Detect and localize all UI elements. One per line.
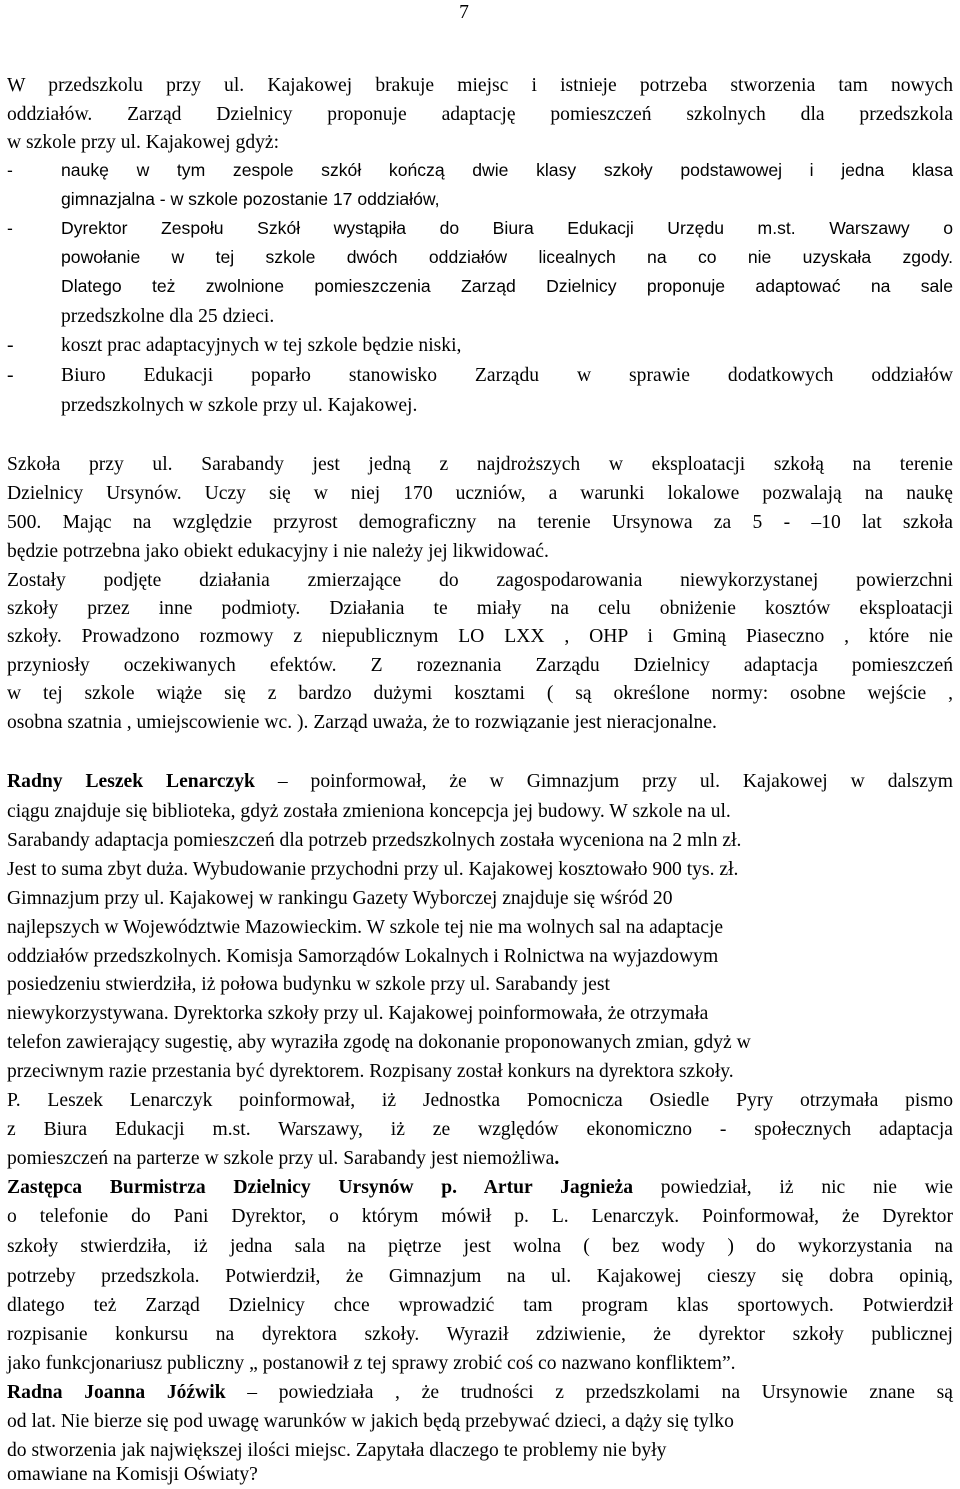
text-line: Zastępca Burmistrza Dzielnicy Ursynów p. Artur Jagnieża powiedział, iż nic nie wie — [7, 1177, 953, 1198]
bullet-dash: - — [7, 160, 13, 180]
text-line: Zostały podjęte działania zmierzające do zagospodarowania niewykorzystanej powierzchni — [7, 570, 953, 591]
text-line: potrzeby przedszkola. Potwierdził, że Gimnazjum na ul. Kajakowej cieszy się dobra opinią, — [7, 1266, 953, 1287]
list-item-text: Biuro Edukacji poparło stanowisko Zarządu w sprawie dodatkowych oddziałów — [61, 365, 953, 386]
text-line: Sarabandy adaptacja pomieszczeń dla potrzeb przedszkolnych została wyceniona na 2 mln zł. — [7, 830, 742, 851]
text-line: Dzielnicy Ursynów. Uczy się w niej 170 uczniów, a warunki lokalowe pozwalają na naukę — [7, 483, 953, 504]
text-line: od lat. Nie bierze się pod uwagę warunków w jakich będą przebywać dzieci, a dąży się tylko — [7, 1411, 734, 1432]
speaker-name: Radna Joanna Jóźwik — [7, 1382, 226, 1403]
text-line: oddziałów przedszkolnych. Komisja Samorządów Lokalnych i Rolnictwa na wyjazdowym — [7, 946, 719, 967]
text-line: szkoły stwierdziła, iż jedna sala na piętrze jest wolna ( bez wody ) do wykorzystania na — [7, 1236, 953, 1257]
text-line: w szkole przy ul. Kajakowej gdyż: — [7, 132, 280, 153]
text-line: oddziałów. Zarząd Dzielnicy proponuje adaptację pomieszczeń szkolnych dla przedszkola — [7, 104, 953, 125]
text-line: o telefonie do Pani Dyrektor, o którym mówił p. L. Lenarczyk. Poinformował, że Dyrektor — [7, 1206, 953, 1227]
text-line: ciągu znajduje się biblioteka, gdyż została zmieniona koncepcja jej budowy. W szkole na ul. — [7, 801, 731, 822]
text-line: do stworzenia jak największej ilości miejsc. Zapytała dlaczego te problemy nie były — [7, 1440, 667, 1461]
text-line: osobna szatnia , umiejscowienie wc. ). Zarząd uważa, że to rozwiązanie jest nieracjonalne. — [7, 712, 717, 733]
list-item-text: powołanie w tej szkole dwóch oddziałów licealnych na co nie uzyskała zgody. — [61, 247, 953, 267]
text-line: pomieszczeń na parterze w szkole przy ul. Sarabandy jest niemożliwa. — [7, 1148, 560, 1169]
text-line: przeciwnym razie przestania być dyrektorem. Rozpisany został konkurs na dyrektora szkoły. — [7, 1061, 734, 1082]
speaker-name: Zastępca Burmistrza Dzielnicy Ursynów p. Artur Jagnieża — [7, 1177, 634, 1198]
text-line: szkoły. Prowadzono rozmowy z niepublicznym LO LXX , OHP i Gminą Piaseczno , które nie — [7, 626, 953, 647]
list-item-text: przedszkolne dla 25 dzieci. — [61, 306, 275, 327]
text-line: P. Leszek Lenarczyk poinformował, iż Jednostka Pomocnicza Osiedle Pyry otrzymała pismo — [7, 1090, 953, 1111]
list-item-text: przedszkolnych w szkole przy ul. Kajakowej. — [61, 395, 418, 416]
list-item-text: naukę w tym zespole szkół kończą dwie klasy szkoły podstawowej i jedna klasa — [61, 160, 953, 180]
text-line: W przedszkolu przy ul. Kajakowej brakuje miejsc i istnieje potrzeba stworzenia tam nowych — [7, 75, 953, 96]
text-line: z Biura Edukacji m.st. Warszawy, iż ze względów ekonomiczno - społecznych adaptacja — [7, 1119, 953, 1140]
speaker-name: Radny Leszek Lenarczyk — [7, 771, 255, 792]
text-line: Radna Joanna Jóźwik – powiedziała , że trudności z przedszkolami na Ursynowie znane są — [7, 1382, 953, 1403]
list-item-text: koszt prac adaptacyjnych w tej szkole będzie niski, — [61, 335, 462, 356]
text-line: niewykorzystywana. Dyrektorka szkoły przy ul. Kajakowej poinformowała, że otrzymała — [7, 1003, 709, 1024]
text-line: Gimnazjum przy ul. Kajakowej w rankingu Gazety Wyborczej znajduje się wśród 20 — [7, 888, 673, 909]
text-line: rozpisanie konkursu na dyrektora szkoły. Wyraził zdziwienie, że dyrektor szkoły publicznej — [7, 1324, 953, 1345]
text-line: omawiane na Komisji Oświaty? — [7, 1464, 258, 1485]
list-item-text: Dyrektor Zespołu Szkół wystąpiła do Biura Edukacji Urzędu m.st. Warszawy o — [61, 218, 953, 238]
text-line: Jest to suma zbyt duża. Wybudowanie przychodni przy ul. Kajakowej kosztowało 900 tys. zł. — [7, 859, 739, 880]
text-line: Szkoła przy ul. Sarabandy jest jedną z najdroższych w eksploatacji szkołą na terenie — [7, 454, 953, 475]
text-line: Radny Leszek Lenarczyk – poinformował, że w Gimnazjum przy ul. Kajakowej w dalszym — [7, 771, 953, 792]
bullet-dash: - — [7, 218, 13, 238]
page-number: 7 — [459, 2, 469, 23]
text-line: szkoły przez inne podmioty. Działania te miały na celu obniżenie kosztów eksploatacji — [7, 598, 953, 619]
text-line: przyniosły oczekiwanych efektów. Z rozeznania Zarządu Dzielnicy adaptacja pomieszczeń — [7, 655, 953, 676]
text-line: telefon zawierający sugestię, aby wyraziła zgodę na dokonanie proponowanych zmian, gdyż w — [7, 1032, 751, 1053]
bullet-dash: - — [7, 335, 14, 356]
text-line: w tej szkole wiąże się z bardzo dużymi kosztami ( są określone normy: osobne wejście , — [7, 683, 953, 704]
text-line: dlatego też Zarząd Dzielnicy chce wprowadzić tam program klas sportowych. Potwierdził — [7, 1295, 953, 1316]
text-line: 500. Mając na względzie przyrost demograficzny na terenie Ursynowa za 5 - –10 lat szkoła — [7, 512, 953, 533]
list-item-text: Dlatego też zwolnione pomieszczenia Zarząd Dzielnicy proponuje adaptować na sale — [61, 276, 953, 296]
text-line: jako funkcjonariusz publiczny „ postanowił z tej sprawy zrobić coś co nazwano konfliktem”. — [7, 1353, 736, 1374]
text-line: najlepszych w Województwie Mazowieckim. W szkole tej nie ma wolnych sal na adaptacje — [7, 917, 724, 938]
list-item-text: gimnazjalna - w szkole pozostanie 17 oddziałów, — [61, 189, 440, 209]
text-line: będzie potrzebna jako obiekt edukacyjny i nie należy jej likwidować. — [7, 541, 549, 562]
bullet-dash: - — [7, 365, 14, 386]
text-line: posiedzeniu stwierdziła, iż połowa budynku w szkole przy ul. Sarabandy jest — [7, 974, 610, 995]
